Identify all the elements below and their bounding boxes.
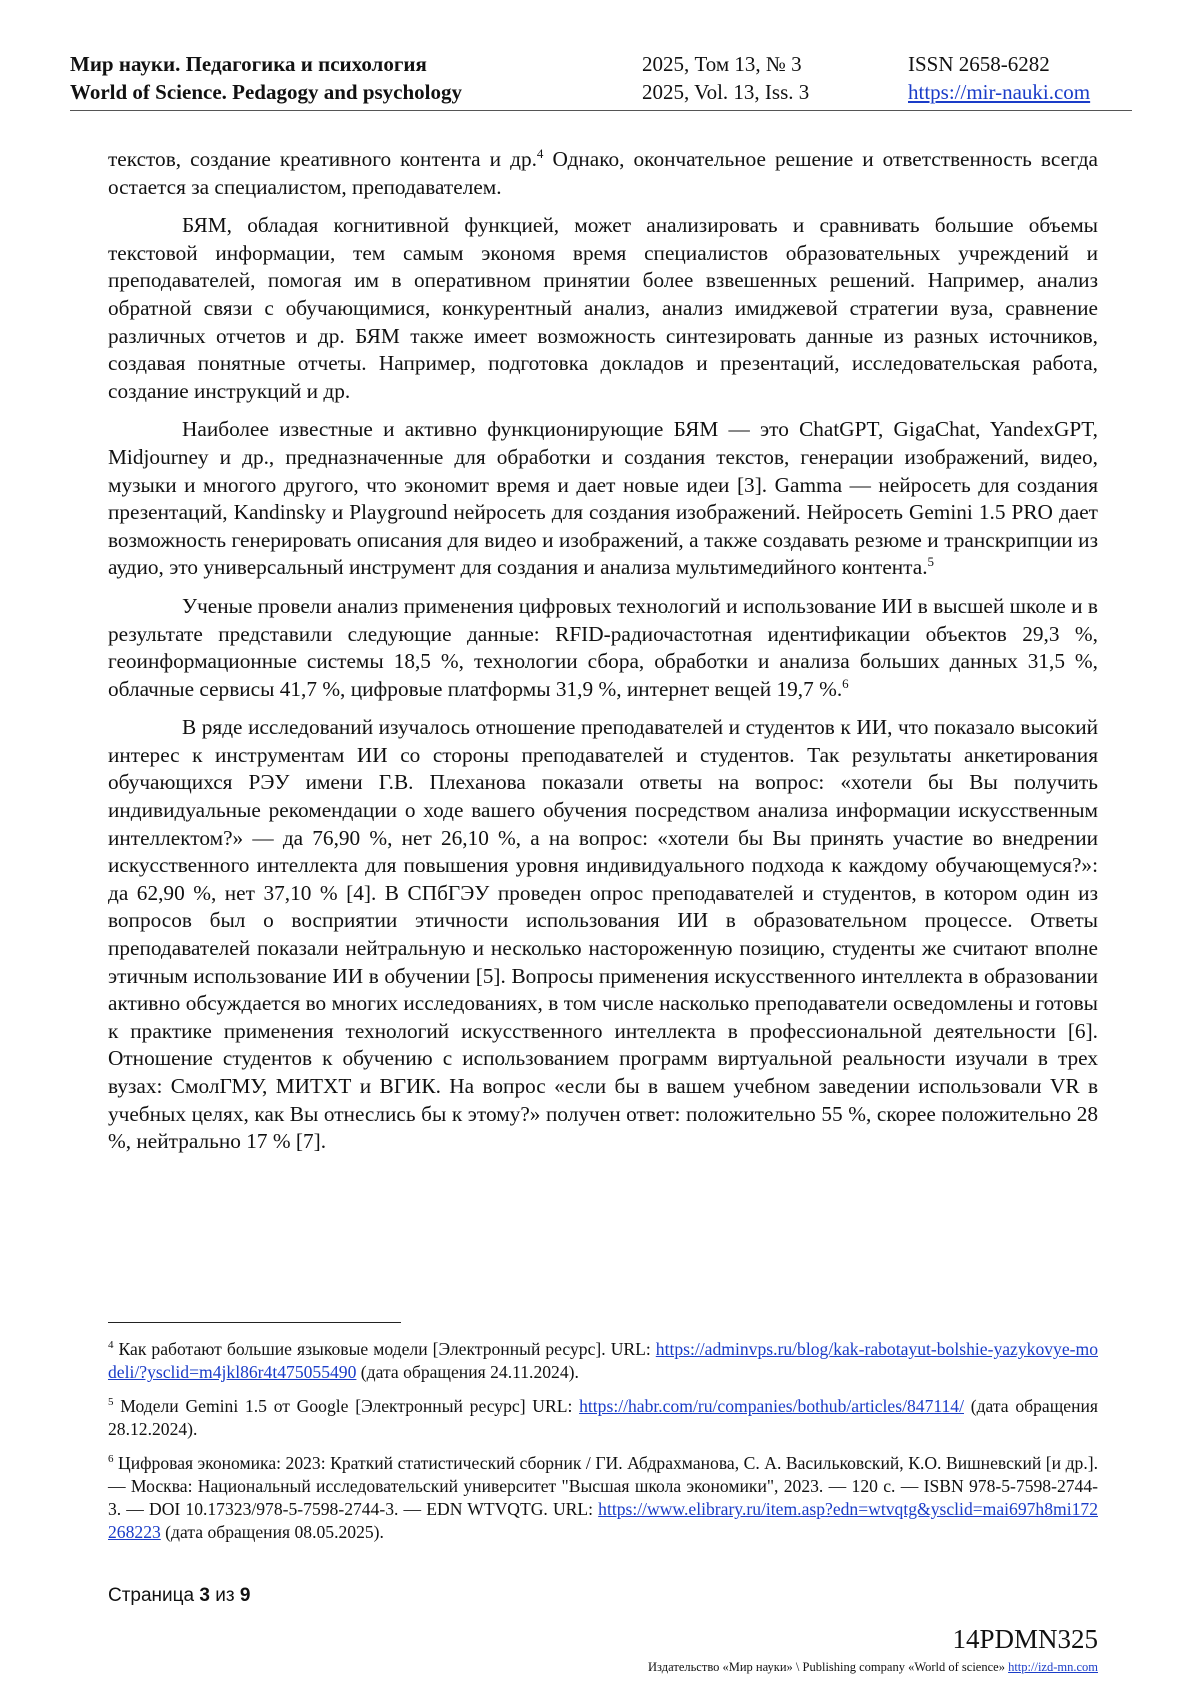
article-code: 14PDMN325 <box>952 1624 1098 1654</box>
issue-en: 2025, Vol. 13, Iss. 3 <box>642 80 810 104</box>
paragraph-text: текстов, создание креативного контента и др. <box>108 147 537 171</box>
paragraph-text: Однако, окончательное решение и ответственность всегда остается за специалистом, преподавателем. <box>108 147 1098 199</box>
journal-title-en: World of Science. Pedagogy and psychology <box>70 80 463 104</box>
page-current: 3 <box>199 1585 210 1606</box>
page-header <box>70 50 1132 111</box>
paragraph-text: Ученые провели анализ применения цифровых технологий и использование ИИ в высшей школе и в результате представили следующие данные: RFID-радиочастотная идентификации объектов 29,3 %, геоинформационные системы 18,5 %, технологии сбора, обработки и анализа больших данных 31,5 %, облачные сервисы 41,7 %, цифровые платформы 31,9 %, интернет вещей 19,7 %. <box>108 593 1098 701</box>
footnote-divider <box>108 1322 401 1323</box>
footnote-link[interactable]: https://www.elibrary.ru/item.asp?edn=wtvqtg&ysclid=mai697h8mi172268223 <box>108 1499 1098 1542</box>
paragraph <box>108 146 1098 201</box>
paragraph-text: В ряде исследований изучалось отношение преподавателей и студентов к ИИ, что показало высокий интерес к инструментам ИИ со стороны преподавателей и студентов. Так результаты анкетирования обучающихся РЭУ имени Г.В. Плеханова показали ответы на вопрос: «хотели бы Вы получить индивидуальные рекомендации о ходе вашего обучения посредством анализа информации искусственным интеллектом?» — да 76,90 %, нет 26,10 %, а на вопрос: «хотели бы Вы принять участие во внедрении искусственного интеллекта для повышения уровня индивидуального подхода к каждому обучающемуся?»: да 62,90 %, нет 37,10 % [4]. В СПбГЭУ проведен опрос преподавателей и студентов, в котором один из вопросов был о восприятии этичности использования ИИ в образовательном процессе. Ответы преподавателей показали нейтральную и несколько настороженную позицию, студенты же считают вполне этичным использование ИИ в обучении [5]. Вопросы применения искусственного интеллекта в образовании активно обсуждается во многих исследованиях, в том числе насколько преподаватели осведомлены и готовы к практике применения технологий искусственного интеллекта в профессиональной деятельности [6]. Отношение студентов к обучению с использованием программ виртуальной реальности изучали в трех вузах: СмолГМУ, МИТХТ и ВГИК. На вопрос «если бы в вашем учебном заведении использовали VR в учебных целях, как Вы отнеслись бы к этому?» получен ответ: положительно 55 %, скорее положительно 28 %, нейтрально 17 % [7]. <box>108 715 1098 1154</box>
publisher-line <box>648 1660 1098 1675</box>
issn-block <box>908 50 1090 106</box>
footnote-ref[interactable]: 4 <box>536 145 544 161</box>
footnote-text: Модели Gemini 1.5 от Google [Электронный ресурс] URL: <box>120 1396 580 1416</box>
footnote <box>108 1338 1098 1384</box>
paragraph <box>108 416 1098 582</box>
paragraph-text: БЯМ, обладая когнитивной функцией, может анализировать и сравнивать большие объемы текстовой информации, тем самым экономя время специалистов образовательных учреждений и преподавателей, помогая им в оперативном принятии более взвешенных решений. Например, анализ обратной связи с обучающимися, конкурентный анализ, анализ имиджевой стратегии вуза, сравнение различных отчетов и др. БЯМ также имеет возможность синтезировать данные из разных источников, создавая понятные отчеты. Например, подготовка докладов и презентаций, исследовательская работа, создание инструкций и др. <box>108 213 1098 403</box>
page-number <box>108 1585 250 1607</box>
page-word: Страница <box>108 1585 195 1606</box>
footnote-link[interactable]: https://adminvps.ru/blog/kak-rabotayut-bolshie-yazykovye-modeli/?ysclid=m4jkl86r4t475055490 <box>108 1339 1098 1382</box>
footnote-after: (дата обращения 24.11.2024). <box>356 1362 579 1382</box>
journal-title-ru: Мир науки. Педагогика и психология <box>70 52 427 76</box>
issn: ISSN 2658-6282 <box>908 52 1050 76</box>
footnote-link[interactable]: https://habr.com/ru/companies/bothub/articles/847114/ <box>579 1396 964 1416</box>
footnote-number: 4 <box>108 1339 114 1352</box>
publisher-link[interactable]: http://izd-mn.com <box>1008 1660 1098 1674</box>
paragraph-text: Наиболее известные и активно функционирующие БЯМ — это ChatGPT, GigaChat, YandexGPT, Midjourney и др., предназначенные для обработки и создания текстов, генерации изображений, видео, музыки и многого другого, что экономит время и дает новые идеи [3]. Gamma — нейросеть для создания презентаций, Kandinsky и Playground нейросеть для создания изображений. Нейросеть Gemini 1.5 PRO дает возможность генерировать описания для видео и изображений, а также создавать резюме и транскрипции из аудио, это универсальный инструмент для создания и анализа мультимедийного контента. <box>108 417 1098 580</box>
footnotes <box>108 1338 1098 1555</box>
paragraph <box>108 593 1098 703</box>
publisher-text: Издательство «Мир науки» \ Publishing company «World of science» <box>648 1660 1005 1674</box>
footnote <box>108 1452 1098 1544</box>
footnote-ref[interactable]: 6 <box>842 675 849 691</box>
paragraph <box>108 714 1098 1156</box>
footnote-after: (дата обращения 08.05.2025). <box>160 1522 384 1542</box>
article-body <box>108 146 1098 1167</box>
footnote <box>108 1395 1098 1441</box>
footnote-text: Как работают большие языковые модели [Электронный ресурс]. URL: <box>118 1339 656 1359</box>
footnote-number: 6 <box>108 1453 114 1466</box>
journal-site-link[interactable]: https://mir-nauki.com <box>908 80 1091 104</box>
page-total: 9 <box>239 1585 251 1606</box>
page-of: из <box>215 1585 235 1606</box>
issue-ru: 2025, Том 13, № 3 <box>642 52 802 76</box>
footnote-number: 5 <box>108 1396 114 1409</box>
footnote-after: (дата обращения 28.12.2024). <box>108 1396 1098 1439</box>
journal-title <box>70 50 462 106</box>
issue-info <box>642 50 809 106</box>
paragraph <box>108 212 1098 405</box>
footnote-ref[interactable]: 5 <box>927 554 935 570</box>
footnote-text: Цифровая экономика: 2023: Краткий статистический сборник / ГИ. Абдрахманова, С. А. Васильковский, К.О. Вишневский [и др.]. — Москва: Национальный исследовательский университет "Высшая школа экономики", 2023. — 120 с. — ISBN 978-5-7598-2744-3. — DOI 10.17323/978-5-7598-2744-3. — EDN WTVQTG. URL: <box>108 1453 1098 1519</box>
